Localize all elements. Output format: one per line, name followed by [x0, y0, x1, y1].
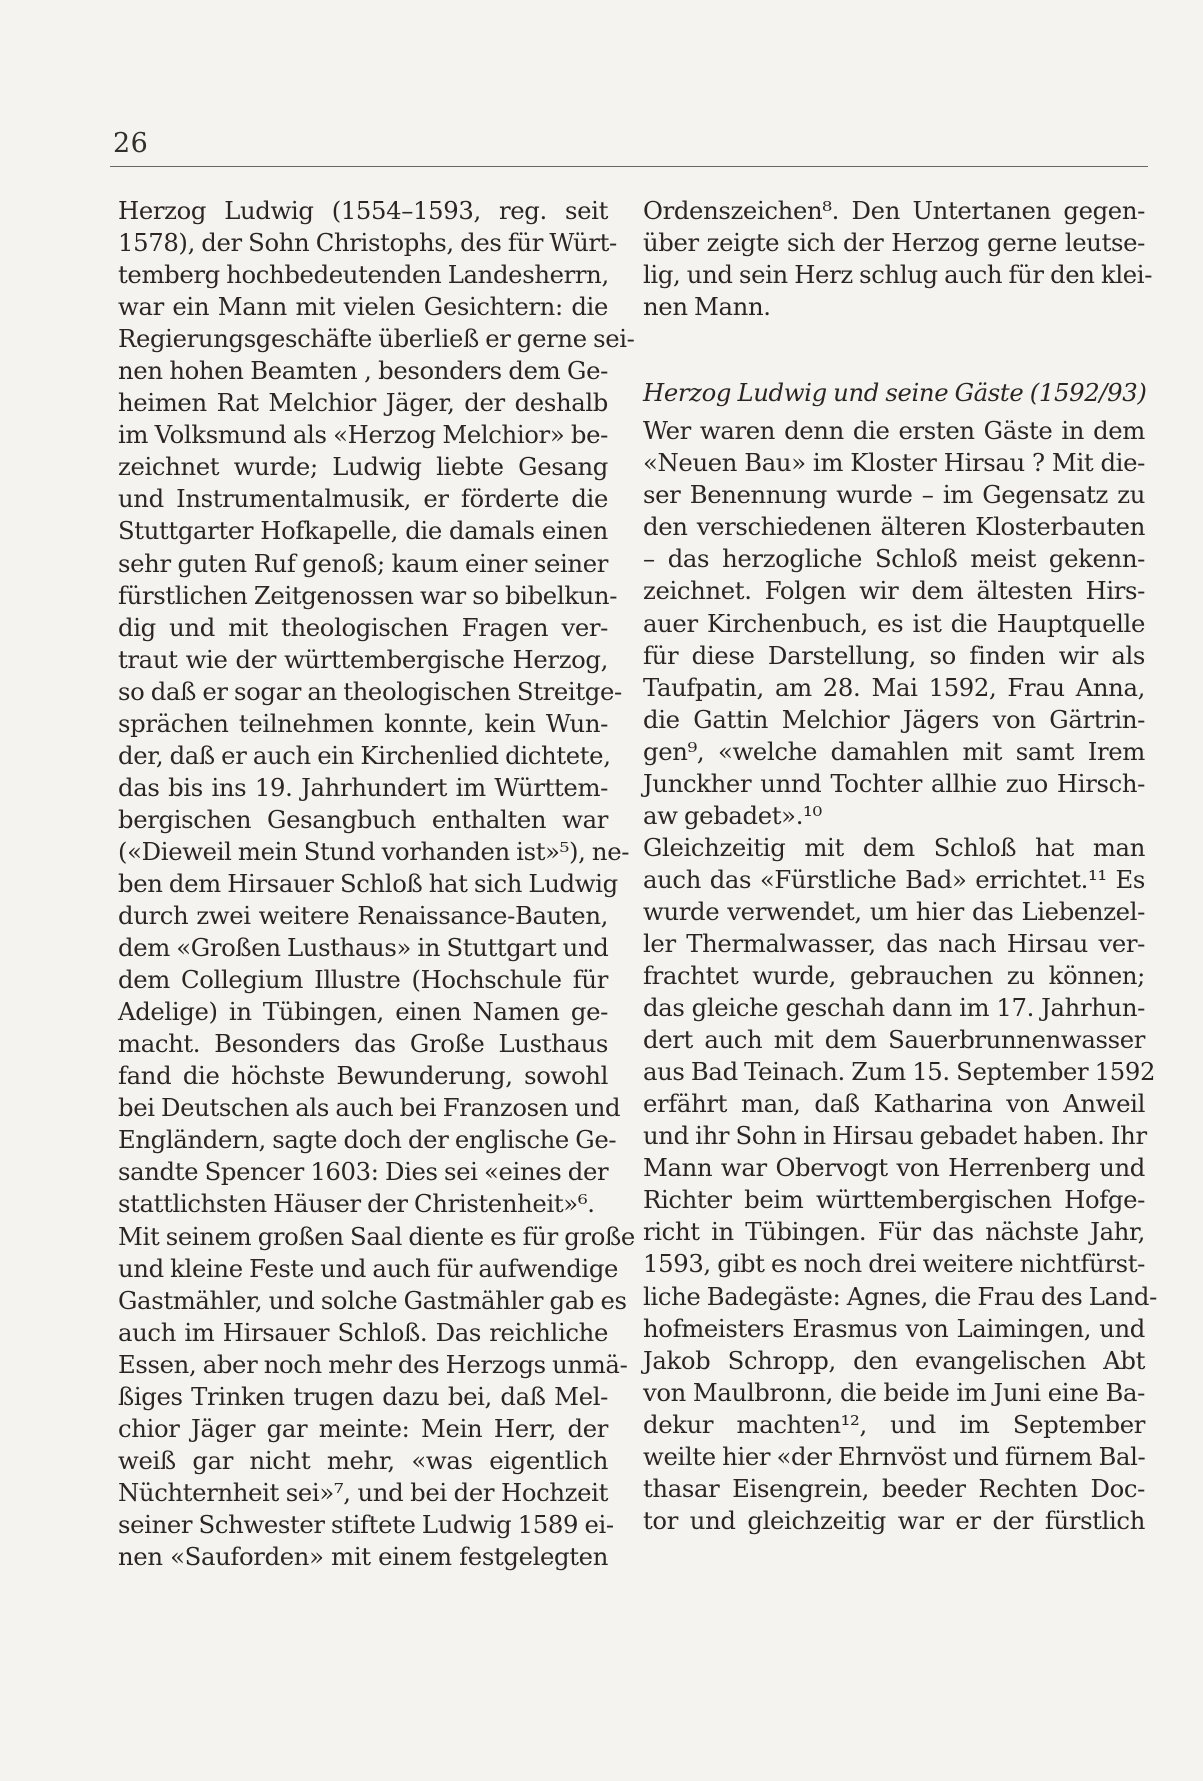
text-line: chior Jäger gar meinte: Mein Herr, der: [118, 1413, 608, 1443]
text-line: («Dieweil mein Stund vorhanden ist»⁵), ne-: [118, 836, 630, 866]
text-line: fürstlichen Zeitgenossen war so bibelkun-: [118, 580, 618, 610]
text-line: im Volksmund als «Herzog Melchior» be-: [118, 420, 608, 450]
text-line: heimen Rat Melchior Jäger, der deshalb: [118, 388, 608, 418]
text-line: Mit seinem großen Saal diente es für große: [118, 1221, 635, 1251]
text-line: Jakob Schropp, den evangelischen Abt: [643, 1345, 1145, 1375]
right-column: [643, 195, 1157, 1537]
text-line: nen Mann.: [643, 292, 771, 322]
text-line: sprächen teilnehmen konnte, kein Wun-: [118, 708, 608, 738]
text-line: weiß gar nicht mehr, «was eigentlich: [118, 1445, 608, 1475]
text-line: nen «Sauforden» mit einem festgelegten: [118, 1541, 608, 1571]
text-line: seiner Schwester stiftete Ludwig 1589 ei-: [118, 1509, 614, 1539]
text-line: ßiges Trinken trugen dazu bei, daß Mel-: [118, 1381, 608, 1411]
text-line: dert auch mit dem Sauerbrunnenwasser: [643, 1025, 1145, 1055]
text-line: frachtet wurde, gebrauchen zu können;: [643, 961, 1145, 991]
text-line: stattlichsten Häuser der Christenheit»⁶.: [118, 1189, 595, 1219]
page-number: 26: [113, 128, 149, 159]
text-line: über zeigte sich der Herzog gerne leutse-: [643, 228, 1145, 258]
header-rule: [110, 166, 1148, 167]
text-line: zeichnet wurde; Ludwig liebte Gesang: [118, 452, 608, 482]
text-line: sehr guten Ruf genoß; kaum einer seiner: [118, 548, 608, 578]
text-line: nen hohen Beamten , besonders dem Ge-: [118, 356, 608, 386]
text-line: der, daß er auch ein Kirchenlied dichtete,: [118, 740, 611, 770]
text-line: so daß er sogar an theologischen Streitge-: [118, 676, 622, 706]
section-heading: Herzog Ludwig und seine Gäste (1592/93): [643, 378, 1147, 408]
text-line: weilte hier «der Ehrnvöst und fürnem Bal-: [643, 1441, 1146, 1471]
text-line: 1593, gibt es noch drei weitere nichtfürst-: [643, 1249, 1145, 1279]
text-line: erfährt man, daß Katharina von Anweil: [643, 1089, 1145, 1119]
text-line: die Gattin Melchior Jägers von Gärtrin-: [643, 704, 1145, 734]
text-line: Wer waren denn die ersten Gäste in dem: [643, 416, 1145, 446]
text-line: ler Thermalwasser, das nach Hirsau ver-: [643, 928, 1145, 958]
text-line: gen⁹, «welche damahlen mit samt Irem: [643, 736, 1145, 766]
text-line: 1578), der Sohn Christophs, des für Würt-: [118, 228, 617, 258]
text-line: das gleiche geschah dann im 17. Jahrhun-: [643, 993, 1145, 1023]
text-line: Regierungsgeschäfte überließ er gerne sei-: [118, 324, 635, 354]
text-line: auch im Hirsauer Schloß. Das reichliche: [118, 1317, 608, 1347]
text-line: «Neuen Bau» im Kloster Hirsau ? Mit die-: [643, 448, 1145, 478]
text-line: liche Badegäste: Agnes, die Frau des Land-: [643, 1281, 1157, 1311]
text-line: auch das «Fürstliche Bad» errichtet.¹¹ Es: [643, 864, 1145, 894]
text-line: tor und gleichzeitig war er der fürstlich: [643, 1505, 1145, 1535]
text-line: von Maulbronn, die beide im Juni eine Ba-: [643, 1377, 1145, 1407]
text-line: macht. Besonders das Große Lusthaus: [118, 1029, 608, 1059]
text-line: Essen, aber noch mehr des Herzogs unmä-: [118, 1349, 628, 1379]
text-line: bei Deutschen als auch bei Franzosen und: [118, 1093, 621, 1123]
text-line: – das herzogliche Schloß meist gekenn-: [643, 544, 1145, 574]
text-line: Taufpatin, am 28. Mai 1592, Frau Anna,: [643, 672, 1145, 702]
text-line: dem «Großen Lusthaus» in Stuttgart und: [118, 933, 609, 963]
text-line: dem Collegium Illustre (Hochschule für: [118, 965, 608, 995]
text-line: und Instrumentalmusik, er förderte die: [118, 484, 608, 514]
text-line: und ihr Sohn in Hirsau gebadet haben. Ihr: [643, 1121, 1147, 1151]
text-line: Junckher unnd Tochter allhie zuo Hirsch-: [643, 768, 1145, 798]
text-line: aw gebadet».¹⁰: [643, 800, 822, 830]
text-line: zeichnet. Folgen wir dem ältesten Hirs-: [643, 576, 1145, 606]
text-line: Gleichzeitig mit dem Schloß hat man: [643, 832, 1145, 862]
text-line: bergischen Gesangbuch enthalten war: [118, 804, 608, 834]
text-line: durch zwei weitere Renaissance-Bauten,: [118, 901, 608, 931]
text-line: dig und mit theologischen Fragen ver-: [118, 612, 608, 642]
text-line: für diese Darstellung, so finden wir als: [643, 640, 1145, 670]
left-column: [118, 195, 635, 1573]
text-line: Nüchternheit sei»⁷, und bei der Hochzeit: [118, 1477, 608, 1507]
text-line: wurde verwendet, um hier das Liebenzel-: [643, 896, 1145, 926]
text-line: aus Bad Teinach. Zum 15. September 1592: [643, 1057, 1156, 1087]
text-line: richt in Tübingen. Für das nächste Jahr,: [643, 1217, 1145, 1247]
text-line: lig, und sein Herz schlug auch für den klei-: [643, 260, 1153, 290]
text-line: und kleine Feste und auch für aufwendige: [118, 1253, 619, 1283]
text-line: ser Benennung wurde – im Gegensatz zu: [643, 480, 1145, 510]
text-line: hofmeisters Erasmus von Laimingen, und: [643, 1313, 1145, 1343]
text-line: fand die höchste Bewunderung, sowohl: [118, 1061, 608, 1091]
text-line: auer Kirchenbuch, es ist die Hauptquelle: [643, 608, 1145, 638]
text-line: Stuttgarter Hofkapelle, die damals einen: [118, 516, 608, 546]
text-line: thasar Eisengrein, beeder Rechten Doc-: [643, 1473, 1145, 1503]
text-line: das bis ins 19. Jahrhundert im Württem-: [118, 772, 608, 802]
text-line: traut wie der württembergische Herzog,: [118, 644, 608, 674]
text-line: Engländern, sagte doch der englische Ge-: [118, 1125, 617, 1155]
text-line: Mann war Obervogt von Herrenberg und: [643, 1153, 1145, 1183]
text-line: Herzog Ludwig (1554–1593, reg. seit: [118, 196, 608, 225]
text-line: Richter beim württembergischen Hofge-: [643, 1185, 1145, 1215]
text-line: ben dem Hirsauer Schloß hat sich Ludwig: [118, 868, 618, 898]
text-line: dekur machten¹², und im September: [643, 1409, 1145, 1439]
section-spacer: [643, 323, 1145, 377]
text-line: den verschiedenen älteren Klosterbauten: [643, 512, 1145, 542]
text-line: Adelige) in Tübingen, einen Namen ge-: [118, 997, 608, 1027]
text-line: Ordenszeichen⁸. Den Untertanen gegen-: [643, 196, 1145, 225]
text-line: Gastmähler, und solche Gastmähler gab es: [118, 1285, 627, 1315]
text-line: temberg hochbedeutenden Landesherrn,: [118, 260, 609, 290]
text-line: sandte Spencer 1603: Dies sei «eines der: [118, 1157, 609, 1187]
text-line: war ein Mann mit vielen Gesichtern: die: [118, 292, 608, 322]
